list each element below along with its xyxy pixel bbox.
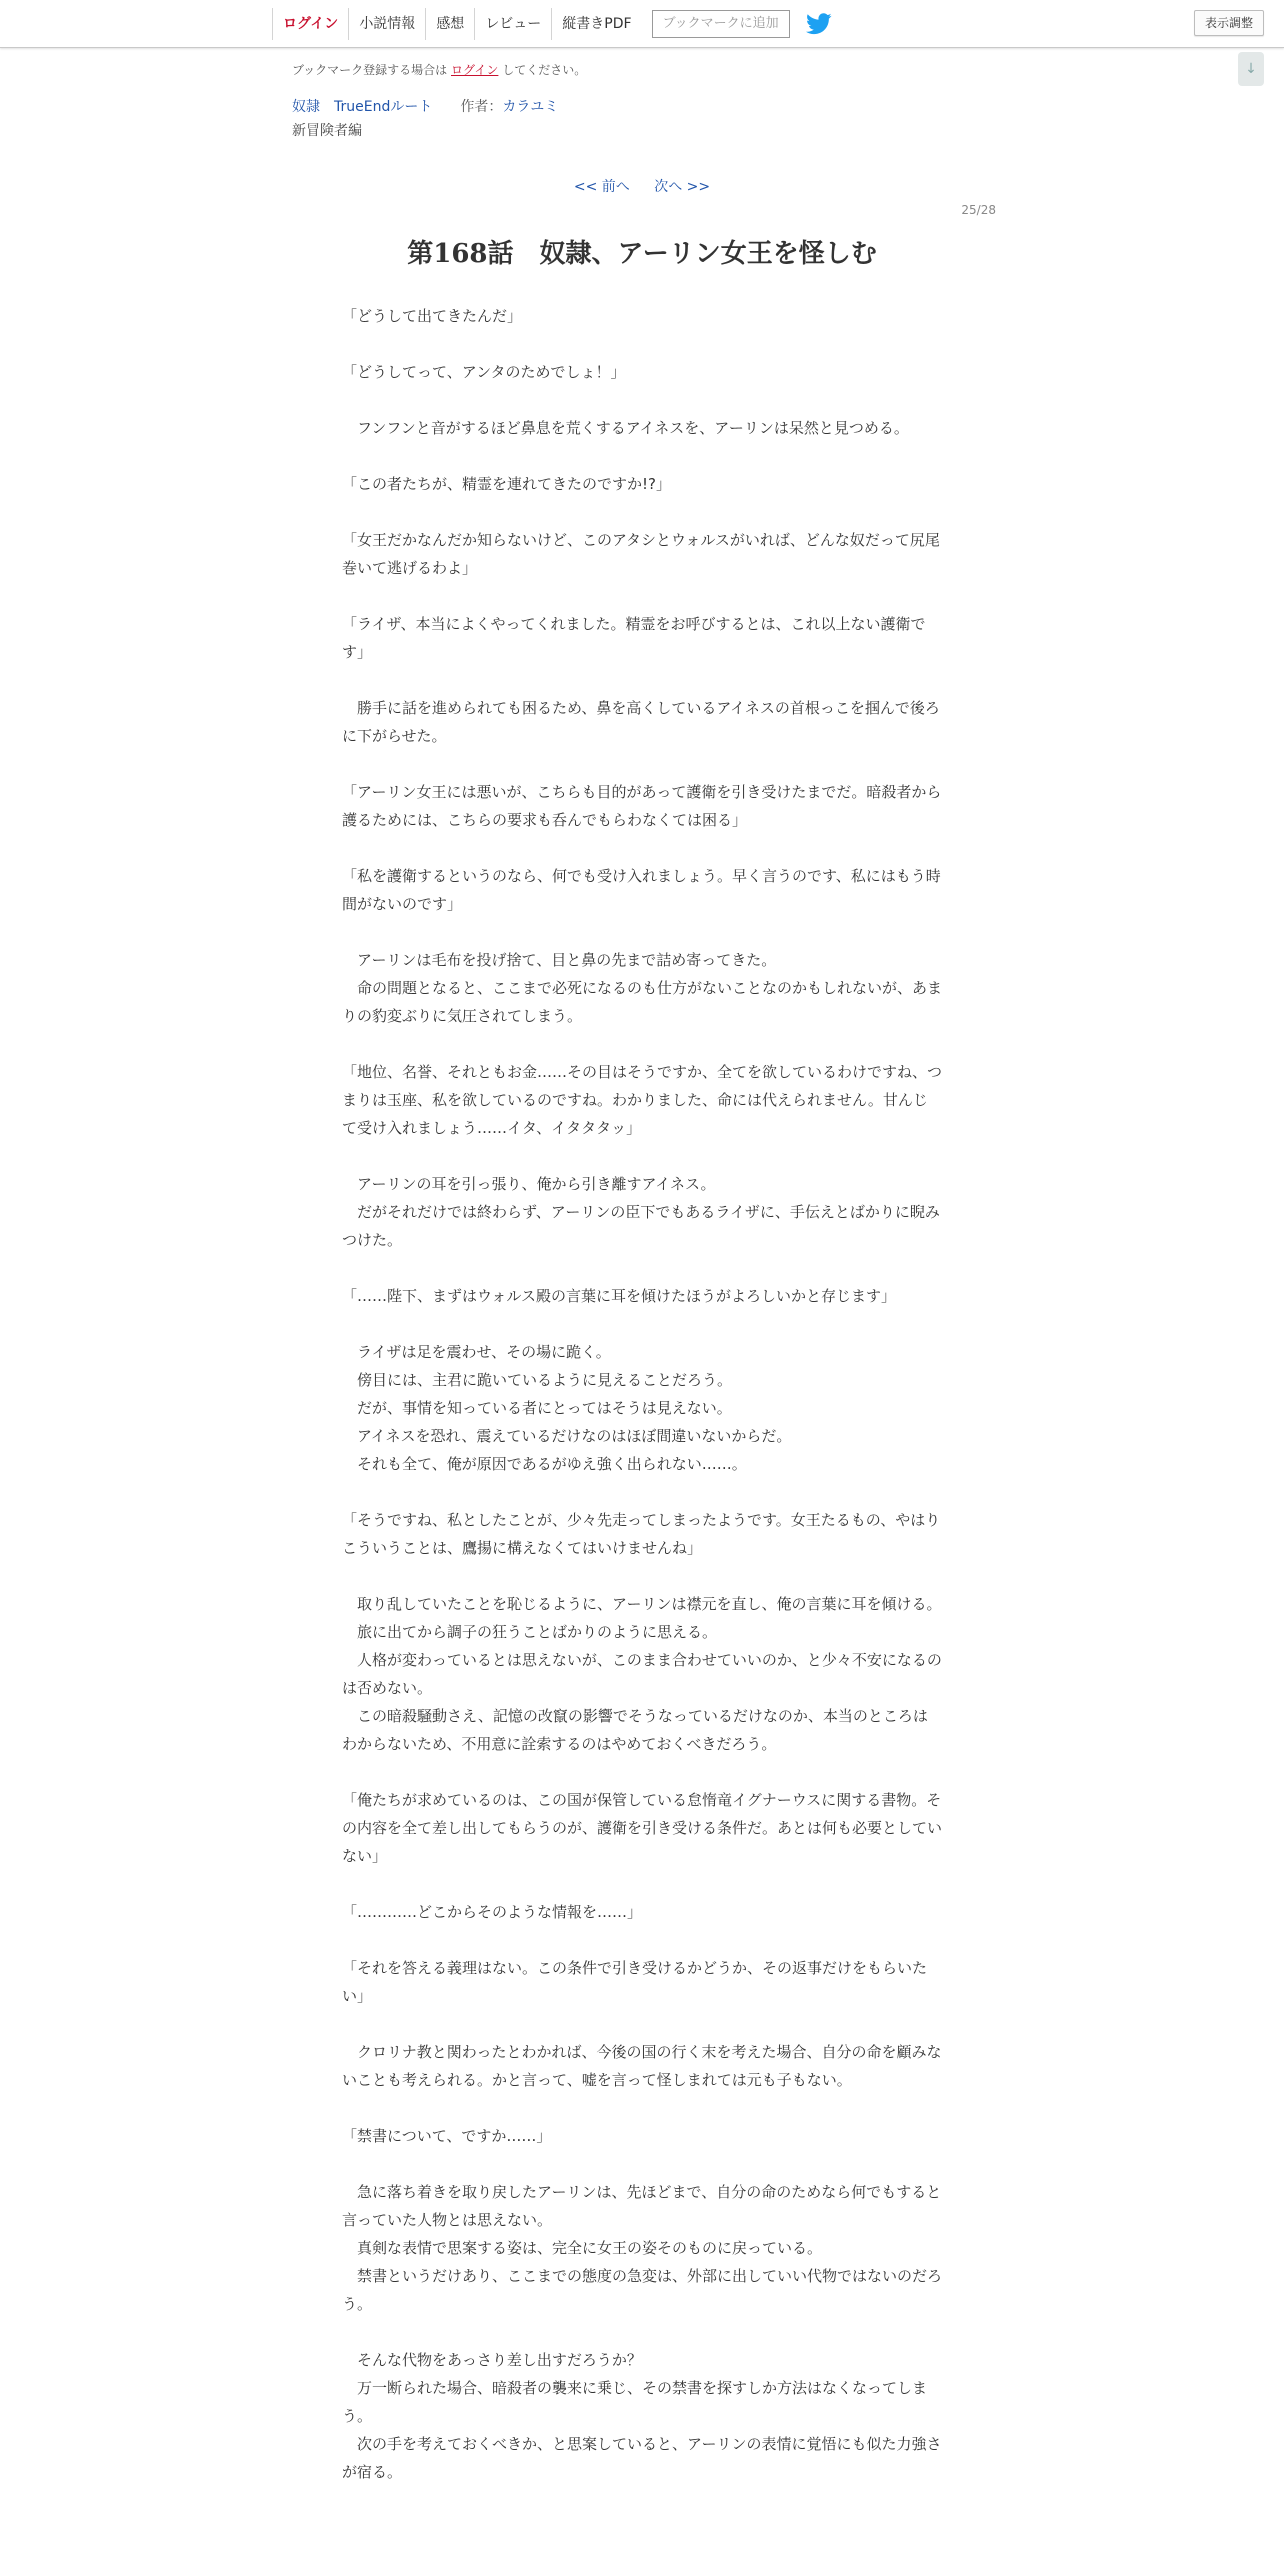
blank-line — [342, 918, 942, 946]
blank-line — [342, 2150, 942, 2178]
body-paragraph: 急に落ち着きを取り戻したアーリンは、先ほどまで、自分の命のためなら何でもすると言っていた人物とは思えない。 — [342, 2183, 942, 2229]
body-paragraph: 「そうですね、私としたことが、少々先走ってしまったようです。女王たるもの、やはりこういうことは、鷹揚に構えなくてはいけませんね」 — [342, 1511, 941, 1557]
body-paragraph: 「地位、名誉、それともお金……その目はそうですか、全てを欲しているわけですね、つまりは玉座、私を欲しているのですね。わかりました、命には代えられません。甘んじて受け入れましょう……イタ、イタタタッ」 — [342, 1063, 943, 1137]
body-paragraph: ライザは足を震わせ、その場に跪く。 — [342, 1343, 611, 1361]
body-paragraph: 勝手に話を進められても困るため、鼻を高くしているアイネスの首根っこを掴んで後ろに下がらせた。 — [342, 699, 940, 745]
bookmark-note — [292, 58, 992, 82]
blank-line — [342, 442, 942, 470]
body-paragraph: それも全て、俺が原因であるがゆえ強く出られない……。 — [342, 1455, 747, 1473]
body-paragraph: 「アーリン女王には悪いが、こちらも目的があって護衛を引き受けたまでだ。暗殺者から護るためには、こちらの要求も呑んでもらわなくては困る」 — [342, 783, 942, 829]
blank-line — [342, 1254, 942, 1282]
author-label: 作者： — [460, 99, 503, 115]
body-paragraph: 「禁書について、ですか……」 — [342, 2127, 552, 2145]
page-count: 25/28 — [961, 203, 996, 217]
body-paragraph: 人格が変わっているとは思えないが、このまま合わせていいのか、と少々不安になるのは否めない。 — [342, 1651, 942, 1697]
add-bookmark-button[interactable]: ブックマークに追加 — [652, 10, 790, 38]
scroll-down-arrow-icon[interactable]: ↓ — [1238, 52, 1264, 86]
body-paragraph: そんな代物をあっさり差し出すだろうか？ — [342, 2351, 642, 2369]
blank-line — [342, 1478, 942, 1506]
body-paragraph: アーリンは毛布を投げ捨て、目と鼻の先まで詰め寄ってきた。 — [342, 951, 777, 969]
body-paragraph: 「どうしてって、アンタのためでしょ！」 — [342, 363, 626, 381]
body-paragraph: 「私を護衛するというのなら、何でも受け入れましょう。早く言うのです、私にはもう時間がないのです」 — [342, 867, 941, 913]
header-nav — [272, 8, 832, 40]
body-paragraph: 旅に出てから調子の狂うことばかりのように思える。 — [342, 1623, 718, 1641]
body-paragraph: 「……陛下、まずはウォルス殿の言葉に耳を傾けたほうがよろしいかと存じます」 — [342, 1287, 896, 1305]
body-paragraph: アイネスを恐れ、震えているだけなのはほぼ間違いないからだ。 — [342, 1427, 792, 1445]
body-paragraph: 万一断られた場合、暗殺者の襲来に乗じ、その禁書を探すしか方法はなくなってしまう。 — [342, 2379, 928, 2425]
nav-vertical-pdf[interactable]: 縦書きPDF — [551, 8, 641, 40]
blank-line — [342, 1562, 942, 1590]
body-paragraph: 「どうして出てきたんだ」 — [342, 307, 523, 325]
body-paragraph: 取り乱していたことを恥じるように、アーリンは襟元を直し、俺の言葉に耳を傾ける。 — [342, 1595, 942, 1613]
nav-impressions[interactable]: 感想 — [425, 8, 474, 40]
blank-line — [342, 750, 942, 778]
pager — [0, 176, 1284, 198]
body-paragraph: 「それを答える義理はない。この条件で引き受けるかどうか、その返事だけをもらいたい」 — [342, 1959, 928, 2005]
blank-line — [342, 1310, 942, 1338]
series-line — [292, 96, 992, 118]
nav-login[interactable]: ログイン — [272, 8, 348, 40]
blank-line — [342, 498, 942, 526]
nav-review[interactable]: レビュー — [474, 8, 551, 40]
body-paragraph: 「女王だかなんだか知らないけど、このアタシとウォルスがいれば、どんな奴だって尻尾巻いて逃げるわよ」 — [342, 531, 940, 577]
body-paragraph: アーリンの耳を引っ張り、俺から引き離すアイネス。 — [342, 1175, 716, 1193]
body-paragraph: だが、事情を知っている者にとってはそうは見えない。 — [342, 1399, 732, 1417]
novel-body — [342, 302, 942, 2486]
body-paragraph: 「俺たちが求めているのは、この国が保管している怠惰竜イグナーウスに関する書物。その内容を全て差し出してもらうのが、護衛を引き受ける条件だ。あとは何も必要としていない」 — [342, 1791, 943, 1865]
bookmark-note-before: ブックマーク登録する場合は — [292, 63, 448, 77]
novel-info — [292, 58, 992, 142]
body-paragraph: 「ライザ、本当によくやってくれました。精霊をお呼びするとは、これ以上ない護衛です」 — [342, 615, 926, 661]
blank-line — [342, 2010, 942, 2038]
blank-line — [342, 330, 942, 358]
bookmark-note-after: してください。 — [502, 63, 587, 77]
prev-page-link[interactable]: << 前へ — [573, 179, 630, 195]
twitter-bird-icon[interactable] — [806, 13, 832, 35]
chapter-title: 第168話 奴隷、アーリン女王を怪しむ — [407, 239, 877, 269]
blank-line — [342, 666, 942, 694]
body-paragraph: 命の問題となると、ここまで必死になるのも仕方がないことなのかもしれないが、あまりの豹変ぶりに気圧されてしまう。 — [342, 979, 943, 1025]
nav-novel-info[interactable]: 小説情報 — [348, 8, 425, 40]
site-header — [0, 0, 1284, 48]
blank-line — [342, 834, 942, 862]
body-paragraph: この暗殺騒動さえ、記憶の改竄の影響でそうなっているだけなのか、本当のところはわからないため、不用意に詮索するのはやめておくべきだろう。 — [342, 1707, 928, 1753]
blank-line — [342, 582, 942, 610]
body-paragraph: 「この者たちが、精霊を連れてきたのですか!?」 — [342, 475, 671, 493]
author-link[interactable]: カラユミ — [502, 99, 559, 115]
body-paragraph: 禁書というだけあり、ここまでの態度の急変は、外部に出していい代物ではないのだろう。 — [342, 2267, 943, 2313]
bookmark-login-link[interactable]: ログイン — [451, 63, 499, 77]
series-title-link[interactable]: 奴隷 TrueEndルート — [292, 99, 433, 115]
blank-line — [342, 1030, 942, 1058]
next-page-link[interactable]: 次へ >> — [654, 179, 711, 195]
blank-line — [342, 2318, 942, 2346]
display-settings-button[interactable]: 表示調整 — [1194, 10, 1264, 36]
body-paragraph: クロリナ教と関わったとわかれば、今後の国の行く末を考えた場合、自分の命を顧みないことも考えられる。かと言って、嘘を言って怪しまれては元も子もない。 — [342, 2043, 942, 2089]
body-paragraph: 次の手を考えておくべきか、と思案していると、アーリンの表情に覚悟にも似た力強さが宿る。 — [342, 2435, 942, 2481]
blank-line — [342, 1758, 942, 1786]
body-paragraph: 傍目には、主君に跪いているように見えることだろう。 — [342, 1371, 733, 1389]
chapter-group: 新冒険者編 — [292, 123, 362, 139]
blank-line — [342, 386, 942, 414]
body-paragraph: フンフンと音がするほど鼻息を荒くするアイネスを、アーリンは呆然と見つめる。 — [342, 419, 909, 437]
blank-line — [342, 1926, 942, 1954]
body-paragraph: だがそれだけでは終わらず、アーリンの臣下でもあるライザに、手伝えとばかりに睨みつけた。 — [342, 1203, 940, 1249]
body-paragraph: 「…………どこからそのような情報を……」 — [342, 1903, 643, 1921]
blank-line — [342, 2094, 942, 2122]
blank-line — [342, 1142, 942, 1170]
body-paragraph: 真剣な表情で思案する姿は、完全に女王の姿そのものに戻っている。 — [342, 2239, 823, 2257]
blank-line — [342, 1870, 942, 1898]
